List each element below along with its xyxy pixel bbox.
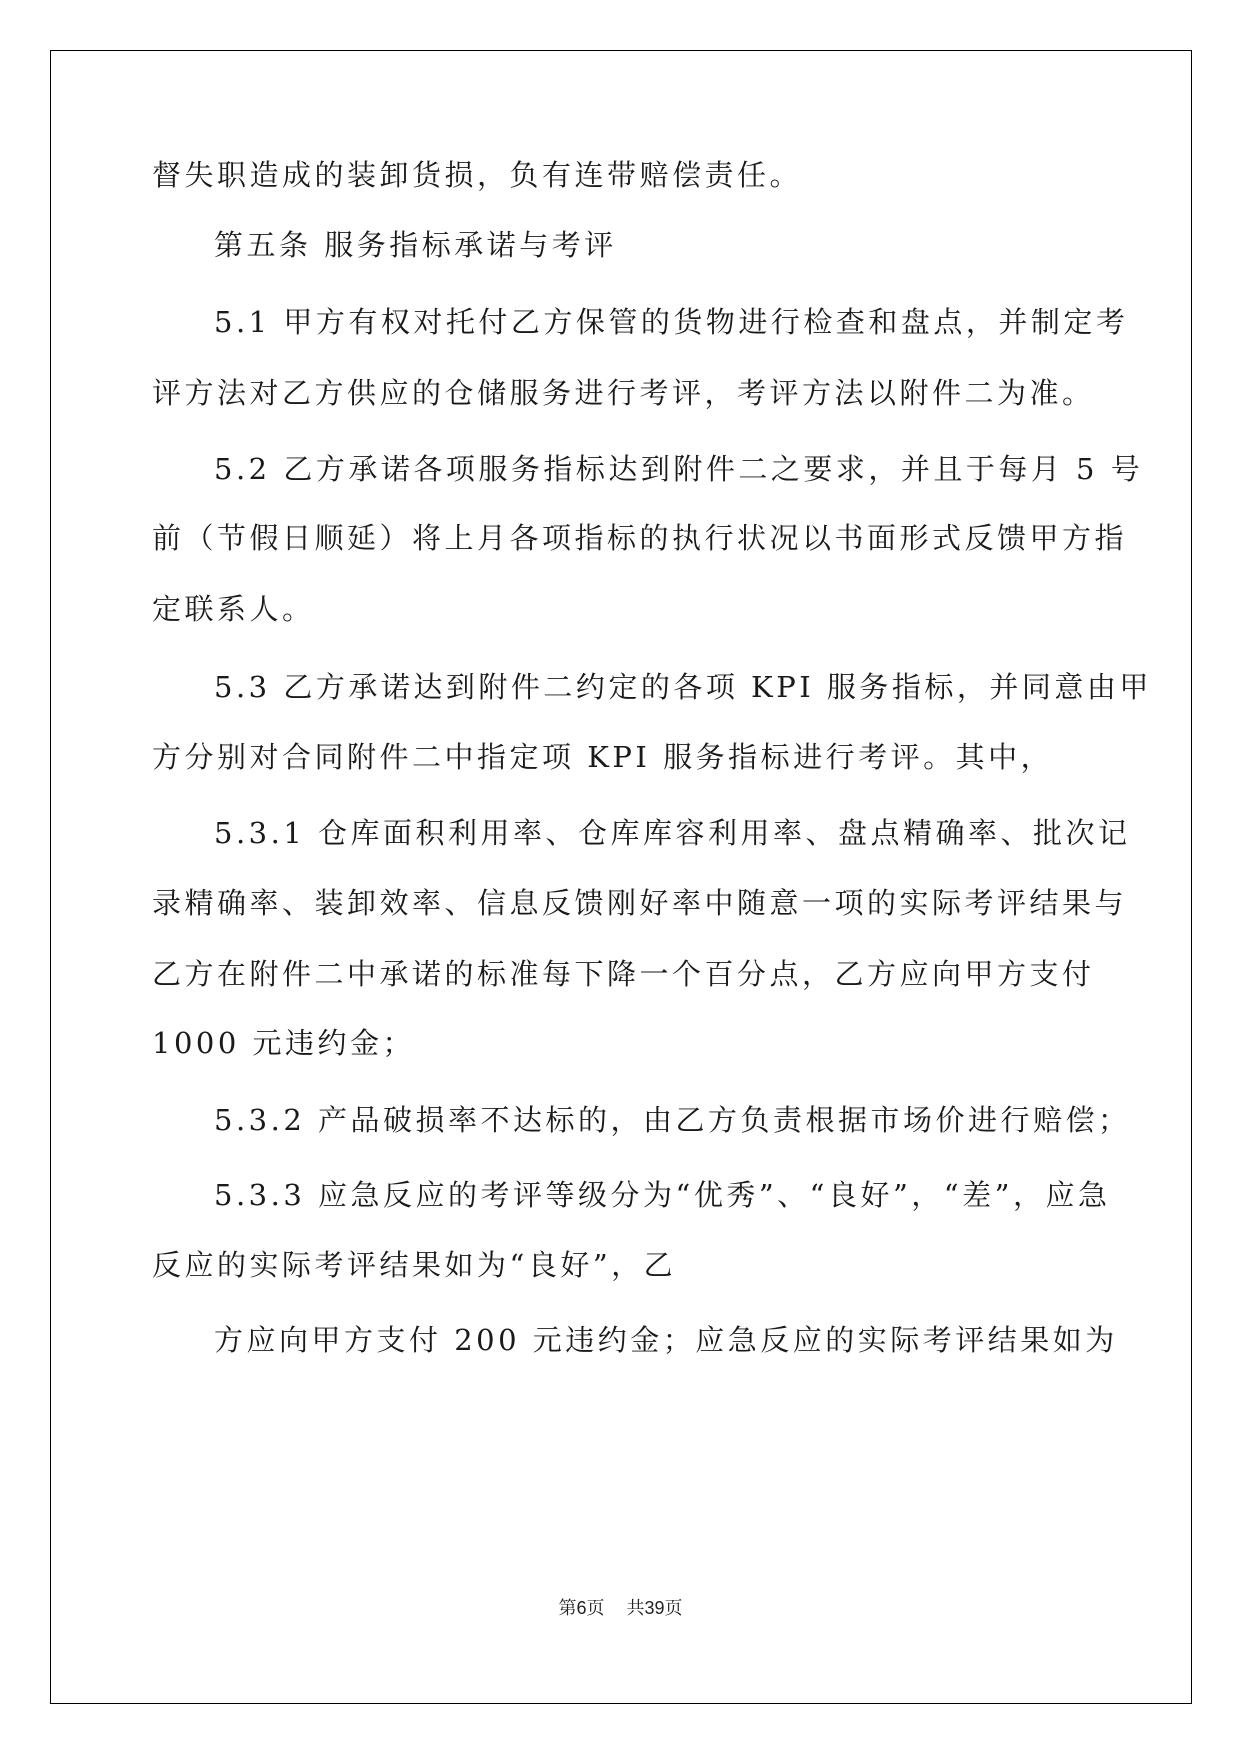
page-total: 共39页 (626, 1598, 683, 1618)
section-heading: 第五条 服务指标承诺与考评 (214, 228, 617, 262)
text-line-5: 5.2 乙方承诺各项服务指标达到附件二之要求，并且于每月 5 号 (214, 452, 1144, 486)
text-line-3: 5.1 甲方有权对托付乙方保管的货物进行检查和盘点，并制定考 (214, 305, 1129, 339)
text-line-11: 录精确率、装卸效率、信息反馈刚好率中随意一项的实际考评结果与 (152, 886, 1128, 920)
text-line-15: 5.3.3 应急反应的考评等级分为“优秀”、“良好”，“差”，应急 (214, 1178, 1111, 1212)
text-line-10: 5.3.1 仓库面积利用率、仓库库容利用率、盘点精确率、批次记 (214, 816, 1131, 850)
page-number: 第6页 (558, 1598, 605, 1618)
text-line-9: 方分别对合同附件二中指定项 KPI 服务指标进行考评。其中， (152, 740, 1054, 774)
text-line-4: 评方法对乙方供应的仓储服务进行考评，考评方法以附件二为准。 (152, 376, 1095, 410)
text-line-13: 1000 元违约金； (152, 1026, 416, 1060)
text-line-16: 反应的实际考评结果如为“良好”，乙 (152, 1248, 677, 1282)
text-line-17: 方应向甲方支付 200 元违约金；应急反应的实际考评结果如为 (214, 1323, 1118, 1357)
text-line-14: 5.3.2 产品破损率不达标的，由乙方负责根据市场价进行赔偿； (214, 1103, 1131, 1137)
text-line-12: 乙方在附件二中承诺的标准每下降一个百分点，乙方应向甲方支付 (152, 957, 1095, 991)
text-line-6: 前（节假日顺延）将上月各项指标的执行状况以书面形式反馈甲方指 (152, 521, 1128, 555)
page-border (50, 50, 1192, 1704)
text-line-8: 5.3 乙方承诺达到附件二约定的各项 KPI 服务指标，并同意由甲 (214, 670, 1152, 704)
page-footer (0, 1594, 1241, 1620)
text-line-7: 定联系人。 (152, 592, 315, 626)
text-line-1: 督失职造成的装卸货损，负有连带赔偿责任。 (152, 158, 803, 192)
